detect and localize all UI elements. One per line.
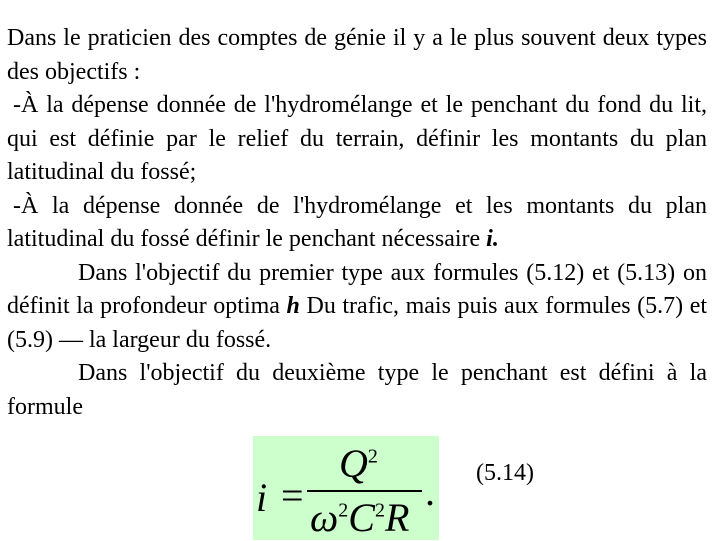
denominator-c: C	[348, 495, 375, 540]
paragraph-intro: Dans le praticien des comptes de génie il y a le plus souvent deux types des objectifs :	[7, 25, 707, 85]
body-text	[7, 22, 707, 424]
first-type-text-before: Dans l'objectif du premier type aux formules (5.12) et (5.13) on définit la profondeur optima	[7, 259, 707, 319]
denominator-r: R	[384, 495, 410, 540]
c-exponent: 2	[374, 499, 385, 522]
formula-equals: =	[281, 473, 304, 518]
symbol-i: i.	[486, 226, 499, 252]
paragraph-second-type: Dans l'objectif du deuxième type le penchant est défini à la formule	[7, 360, 707, 420]
formula-period: .	[425, 469, 435, 514]
formula-box	[253, 436, 439, 540]
denominator-omega: ω	[310, 495, 339, 540]
first-type-text-after: Du trafic, mais puis aux formules (5.7) et (5.9) — la largeur du fossé.	[7, 293, 708, 353]
symbol-h: h	[286, 293, 300, 319]
paragraph-first-type	[7, 257, 707, 358]
omega-exponent: 2	[338, 499, 349, 522]
formula-denominator	[310, 494, 409, 541]
fraction-bar	[307, 490, 422, 492]
paragraph-objective-2	[7, 190, 707, 257]
paragraph-objective-1: -À la dépense donnée de l'hydromélange et le penchant du fond du lit, qui est définie par le relief du terrain, définir les montants du plan latitudinal du fossé;	[7, 92, 707, 185]
numerator-symbol: Q	[339, 441, 368, 486]
equation-number: (5.14)	[476, 460, 534, 486]
formula-lhs: i	[256, 475, 268, 520]
numerator-exponent: 2	[367, 445, 378, 468]
objective-2-text: -À la dépense donnée de l'hydromélange et les montants du plan latitudinal du fossé définir le penchant nécessaire	[7, 192, 707, 252]
formula-numerator	[339, 440, 378, 487]
